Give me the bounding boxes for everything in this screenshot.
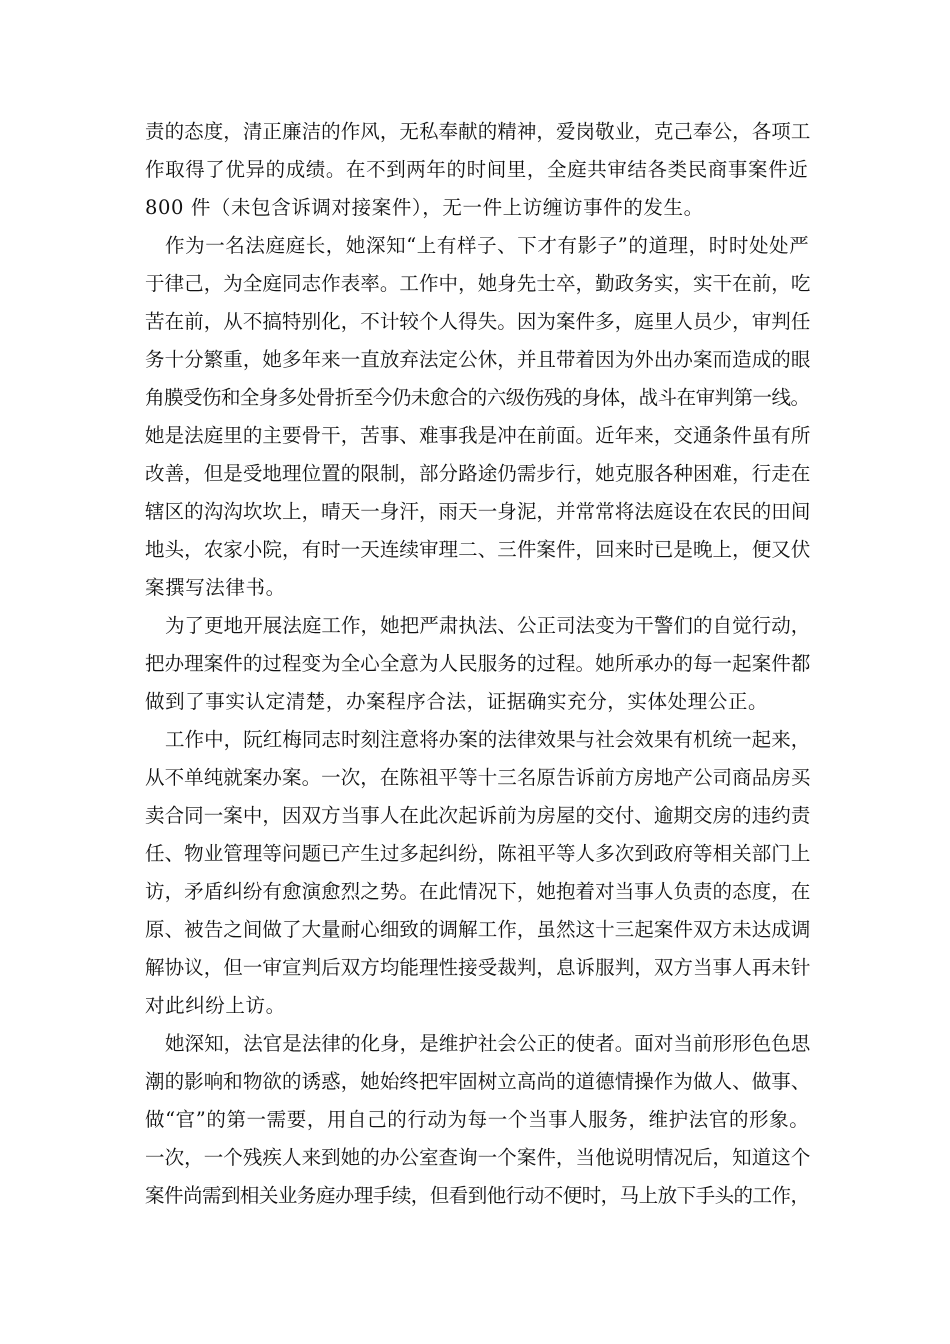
text-line: 角膜受伤和全身多处骨折至今仍未愈合的六级伤残的身体，战斗在审判第一线。	[145, 386, 810, 409]
text-line: 把办理案件的过程变为全心全意为人民服务的过程。她所承办的每一起案件都	[145, 652, 811, 675]
text-line: 案件尚需到相关业务庭办理手续，但看到他行动不便时，马上放下手头的工作，	[145, 1184, 810, 1207]
text-line: 做到了事实认定清楚，办案程序合法，证据确实充分，实体处理公正。	[145, 690, 769, 713]
text-line: 访，矛盾纠纷有愈演愈烈之势。在此情况下，她抱着对当事人负责的态度，在	[145, 880, 811, 903]
text-line: 解协议，但一审宣判后双方均能理性接受裁判，息诉服判，双方当事人再未针	[145, 956, 811, 979]
text-line: 她是法庭里的主要骨干，苦事、难事我是冲在前面。近年来，交通条件虽有所	[145, 424, 811, 447]
text-line: 做“官”的第一需要，用自己的行动为每一个当事人服务，维护法官的形象。	[145, 1108, 810, 1131]
text-line: 从不单纯就案办案。一次，在陈祖平等十三名原告诉前方房地产公司商品房买	[145, 766, 811, 789]
text-line: 800 件（未包含诉调对接案件），无一件上访缠访事件的发生。	[145, 196, 704, 219]
paragraph-first-line: 作为一名法庭庭长，她深知“上有样子、下才有影子”的道理，时时处处严	[165, 234, 810, 257]
text-line: 辖区的沟沟坎坎上，晴天一身汗，雨天一身泥，并常常将法庭设在农民的田间	[145, 500, 811, 523]
text-line: 原、被告之间做了大量耐心细致的调解工作，虽然这十三起案件双方未达成调	[145, 918, 811, 941]
text-line: 改善，但是受地理位置的限制，部分路途仍需步行，她克服各种困难，行走在	[145, 462, 811, 485]
text-line: 一次，一个残疾人来到她的办公室查询一个案件，当他说明情况后，知道这个	[145, 1146, 811, 1169]
text-line: 案撰写法律书。	[145, 576, 286, 599]
text-line: 责的态度，清正廉洁的作风，无私奉献的精神，爱岗敬业，克己奉公，各项工	[145, 120, 811, 143]
text-line: 务十分繁重，她多年来一直放弃法定公休，并且带着因为外出办案而造成的眼	[145, 348, 811, 371]
text-line: 潮的影响和物欲的诱惑，她始终把牢固树立高尚的道德情操作为做人、做事、	[145, 1070, 811, 1093]
text-line: 卖合同一案中，因双方当事人在此次起诉前为房屋的交付、逾期交房的违约责	[145, 804, 811, 827]
text-line: 作取得了优异的成绩。在不到两年的时间里，全庭共审结各类民商事案件近	[145, 158, 809, 181]
paragraph-first-line: 她深知，法官是法律的化身，是维护社会公正的使者。面对当前形形色色思	[165, 1032, 811, 1055]
text-line: 任、物业管理等问题已产生过多起纠纷，陈祖平等人多次到政府等相关部门上	[145, 842, 811, 865]
text-line: 于律己，为全庭同志作表率。工作中，她身先士卒，勤政务实，实干在前，吃	[145, 272, 811, 295]
text-line: 地头，农家小院，有时一天连续审理二、三件案件，回来时已是晚上，便又伏	[145, 538, 811, 561]
paragraph-first-line: 为了更地开展法庭工作，她把严肃执法、公正司法变为干警们的自觉行动，	[165, 614, 811, 637]
paragraph-first-line: 工作中，阮红梅同志时刻注意将办案的法律效果与社会效果有机统一起来，	[165, 728, 811, 751]
text-line: 对此纠纷上访。	[145, 994, 286, 1017]
text-line: 苦在前，从不搞特别化，不计较个人得失。因为案件多，庭里人员少，审判任	[145, 310, 811, 333]
